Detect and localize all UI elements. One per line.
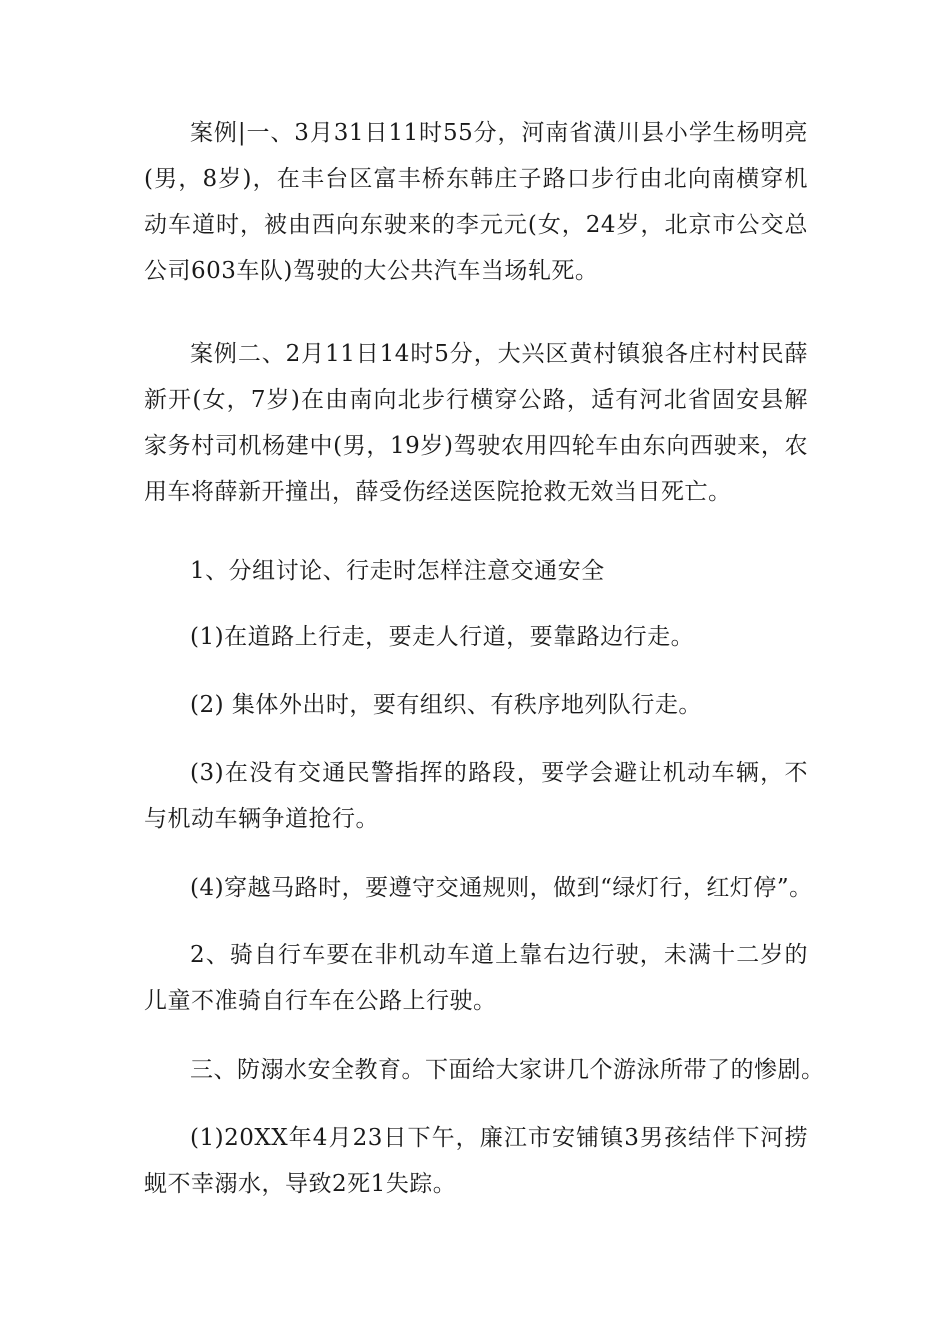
paragraph-rule-1: (1)在道路上行走，要走人行道，要靠路边行走。 <box>190 624 695 650</box>
paragraph-bicycle-rule: 2、骑自行车要在非机动车道上靠右边行驶，未满十二岁的儿童不准骑自行车在公路上行驶。 <box>144 942 808 1014</box>
paragraph-discussion-heading: 1、分组讨论、行走时怎样注意交通安全 <box>190 558 605 584</box>
paragraph-case-one: 案例|一、3月31日11时55分，河南省潢川县小学生杨明亮(男，8岁)，在丰台区富丰桥东韩庄子路口步行由北向南横穿机动车道时，被由西向东驶来的李元元(女，24岁，北京市公交总公司603车队)驾驶的大公共汽车当场轧死。 <box>144 120 808 284</box>
paragraph-drowning-case-1: (1)20XX年4月23日下午，廉江市安铺镇3男孩结伴下河捞蚬不幸溺水，导致2死1失踪。 <box>144 1125 808 1197</box>
paragraph-drowning-heading: 三、防溺水安全教育。下面给大家讲几个游泳所带了的惨剧。 <box>190 1057 825 1083</box>
paragraph-rule-4: (4)穿越马路时，要遵守交通规则，做到“绿灯行，红灯停”。 <box>190 875 813 901</box>
paragraph-rule-2: (2) 集体外出时，要有组织、有秩序地列队行走。 <box>190 692 702 718</box>
paragraph-rule-3: (3)在没有交通民警指挥的路段，要学会避让机动车辆，不与机动车辆争道抢行。 <box>144 760 808 832</box>
paragraph-case-two: 案例二、2月11日14时5分，大兴区黄村镇狼各庄村村民薛新开(女，7岁)在由南向北步行横穿公路，适有河北省固安县解家务村司机杨建中(男，19岁)驾驶农用四轮车由东向西驶来，农用车将薛新开撞出，薛受伤经送医院抢救无效当日死亡。 <box>144 341 808 505</box>
